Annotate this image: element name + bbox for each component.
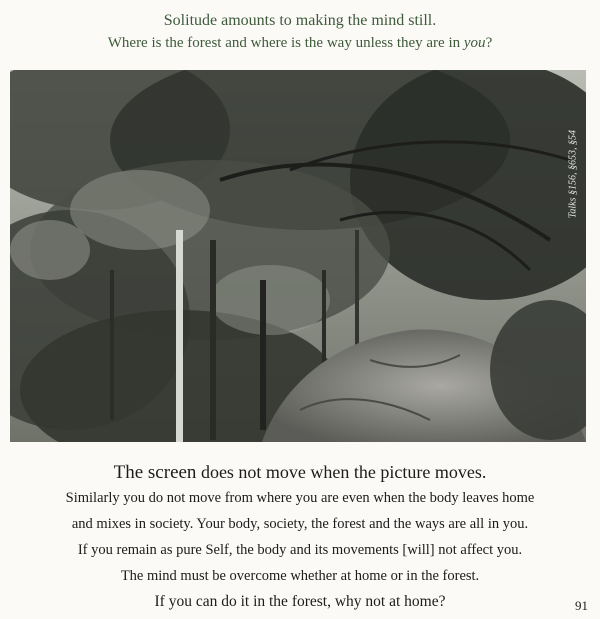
quote-line-2 [0,32,600,54]
body-text [0,460,600,615]
quote-line-2-end: ? [485,35,493,51]
top-quote [0,10,600,54]
forest-photograph [10,70,586,442]
page-number: 91 [575,598,588,613]
body-line-3: and mixes in society. Your body, society, the forest and the ways are all in you. [71,516,529,532]
forest-photograph-drawing [10,70,586,442]
body-line-1 [0,460,600,485]
side-reference: Talks §156, §653, §54 [567,130,578,219]
body-line-1-rest: does not move when the picture moves. [196,462,487,482]
quote-line-2-emphasis: you [463,35,486,51]
body-line-1-lead: The screen [113,462,197,483]
body-line-4: If you remain as pure Self, the body and its movements [will] not affect you. [77,542,523,558]
quote-line-1: Solitude amounts to making the mind still. [163,12,437,29]
body-line-5: The mind must be overcome whether at home or in the forest. [120,568,480,584]
body-line-2: Similarly you do not move from where you are even when the body leaves home [65,490,535,506]
quote-line-2-text: Where is the forest and where is the way unless they are in [107,35,464,51]
body-line-6: If you can do it in the forest, why not at home? [154,593,446,610]
